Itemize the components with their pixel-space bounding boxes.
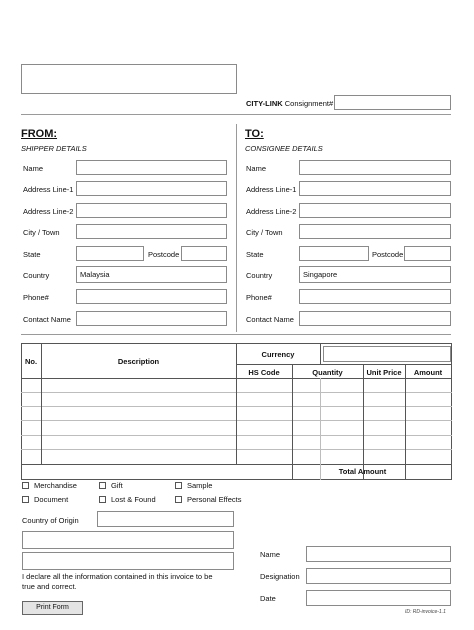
from-city-input[interactable] xyxy=(76,224,227,239)
country-of-origin-label: Country of Origin xyxy=(22,516,79,525)
header-divider xyxy=(21,114,451,115)
to-address1-input[interactable] xyxy=(299,181,451,196)
from-city-label: City / Town xyxy=(23,228,60,237)
from-address1-label: Address Line-1 xyxy=(23,185,74,194)
designation-input[interactable] xyxy=(306,568,451,584)
to-contact-input[interactable] xyxy=(299,311,451,326)
declaration-box-2[interactable] xyxy=(22,552,234,570)
brand-name: CITY-LINK xyxy=(246,99,283,108)
to-phone-label: Phone# xyxy=(246,293,272,302)
total-amount-label: Total Amount xyxy=(338,467,387,476)
from-address2-input[interactable] xyxy=(76,203,227,218)
section-divider xyxy=(236,124,237,332)
to-contact-label: Contact Name xyxy=(246,315,294,324)
gift-checkbox[interactable] xyxy=(99,482,106,489)
lost-found-label: Lost & Found xyxy=(111,495,156,504)
consignment-input[interactable] xyxy=(334,95,451,110)
shipper-details-subtitle: SHIPPER DETAILS xyxy=(21,144,87,153)
from-contact-input[interactable] xyxy=(76,311,227,326)
to-address2-label: Address Line-2 xyxy=(246,207,297,216)
declaration-box-1[interactable] xyxy=(22,531,234,549)
signoff-name-input[interactable] xyxy=(306,546,451,562)
col-hs-header: HS Code xyxy=(248,368,280,377)
to-address1-label: Address Line-1 xyxy=(246,185,297,194)
to-state-label: State xyxy=(246,250,264,259)
date-label: Date xyxy=(260,594,276,603)
consignee-details-subtitle: CONSIGNEE DETAILS xyxy=(245,144,323,153)
designation-label: Designation xyxy=(260,572,300,581)
signoff-name-label: Name xyxy=(260,550,281,559)
from-postcode-label: Postcode xyxy=(148,250,180,259)
print-form-button[interactable]: Print Form xyxy=(22,601,83,615)
col-no-header: No. xyxy=(24,357,38,366)
to-city-input[interactable] xyxy=(299,224,451,239)
document-label: Document xyxy=(34,495,69,504)
from-title: FROM: xyxy=(21,128,58,140)
to-country-label: Country xyxy=(246,271,273,280)
col-line-unit xyxy=(363,364,364,480)
to-title: TO: xyxy=(245,128,264,140)
merchandise-checkbox[interactable] xyxy=(22,482,29,489)
date-input[interactable] xyxy=(306,590,451,606)
consignment-label xyxy=(246,99,333,108)
declaration-text: I declare all the information contained in this invoice to be true and correct. xyxy=(22,572,213,591)
currency-input[interactable] xyxy=(323,346,451,362)
country-of-origin-input[interactable] xyxy=(97,511,234,527)
to-phone-input[interactable] xyxy=(299,289,451,304)
to-state-input[interactable] xyxy=(299,246,369,261)
currency-row-line xyxy=(236,364,452,365)
to-postcode-input[interactable] xyxy=(404,246,451,261)
from-state-label: State xyxy=(23,250,41,259)
gift-label: Gift xyxy=(111,481,123,490)
document-checkbox[interactable] xyxy=(22,496,29,503)
from-address2-label: Address Line-2 xyxy=(23,207,74,216)
col-line-hs xyxy=(292,364,293,480)
sample-label: Sample xyxy=(187,481,213,490)
to-name-label: Name xyxy=(246,164,267,173)
from-phone-input[interactable] xyxy=(76,289,227,304)
currency-label: Currency xyxy=(261,350,295,359)
to-country-input[interactable]: Singapore xyxy=(299,266,451,283)
col-line-desc xyxy=(236,343,237,464)
from-contact-label: Contact Name xyxy=(23,315,71,324)
col-line-qty-body xyxy=(320,378,321,480)
consignment-text: Consignment# xyxy=(284,99,334,108)
address-bottom-line xyxy=(21,334,451,335)
col-unit-header: Unit Price xyxy=(366,368,402,377)
col-description-header: Description xyxy=(117,357,160,366)
from-postcode-input[interactable] xyxy=(181,246,227,261)
col-qty-header: Quantity xyxy=(312,368,343,377)
document-id: ID: RD-invoice-1.1 xyxy=(405,609,446,615)
col-amount-header: Amount xyxy=(413,368,443,377)
to-name-input[interactable] xyxy=(299,160,451,175)
col-line-amount xyxy=(405,364,406,480)
from-state-input[interactable] xyxy=(76,246,144,261)
merchandise-label: Merchandise xyxy=(34,481,77,490)
to-address2-input[interactable] xyxy=(299,203,451,218)
from-phone-label: Phone# xyxy=(23,293,49,302)
from-name-input[interactable] xyxy=(76,160,227,175)
lost-found-checkbox[interactable] xyxy=(99,496,106,503)
col-line-qty xyxy=(320,343,321,364)
sample-checkbox[interactable] xyxy=(175,482,182,489)
to-postcode-label: Postcode xyxy=(372,250,404,259)
logo-box xyxy=(21,64,237,94)
from-name-label: Name xyxy=(23,164,44,173)
personal-effects-label: Personal Effects xyxy=(187,495,242,504)
personal-effects-checkbox[interactable] xyxy=(175,496,182,503)
to-city-label: City / Town xyxy=(246,228,283,237)
from-country-label: Country xyxy=(23,271,50,280)
from-address1-input[interactable] xyxy=(76,181,227,196)
table-body-end-line xyxy=(21,464,452,465)
from-country-input[interactable]: Malaysia xyxy=(76,266,227,283)
